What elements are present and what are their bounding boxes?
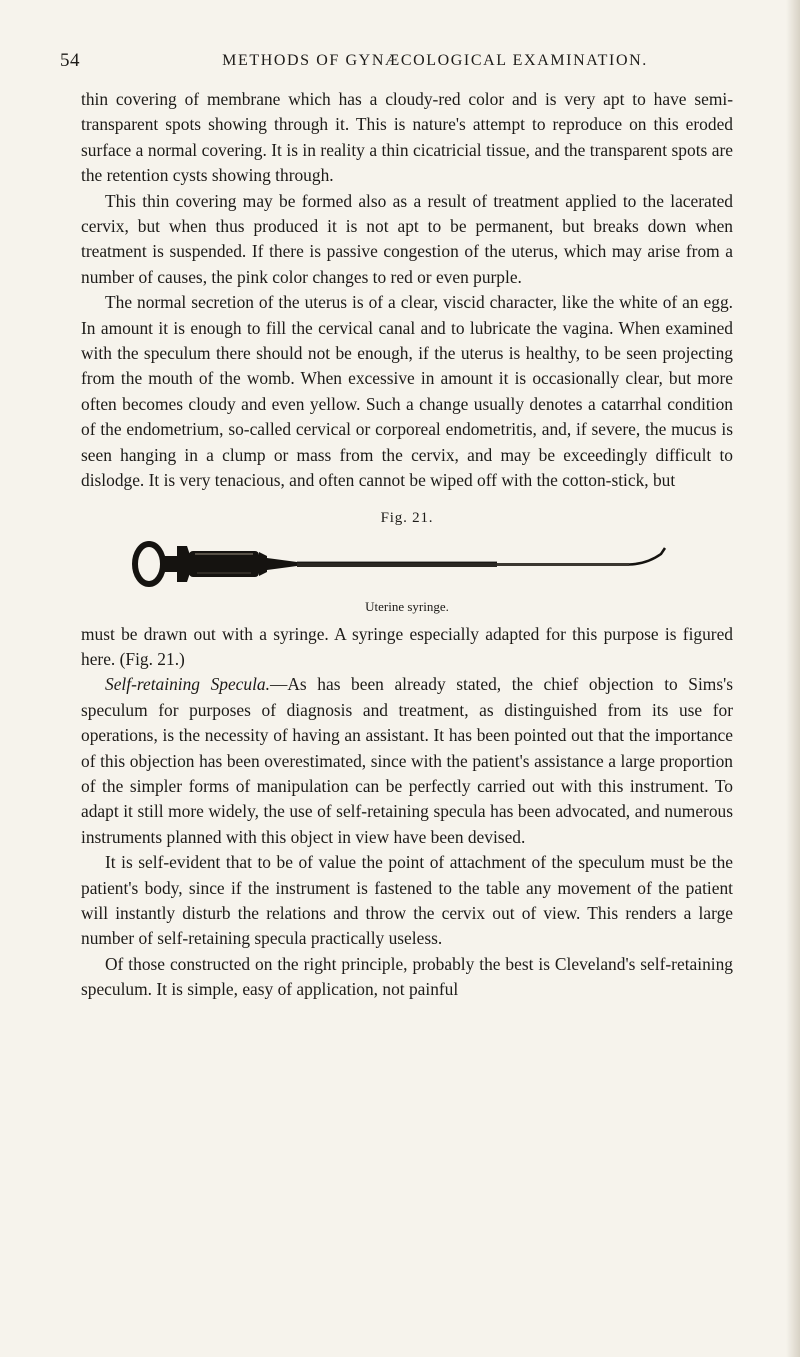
paragraph-4: must be drawn out with a syringe. A syringe especially adapted for this purpose is figured here. (Fig. 21.) [81, 623, 733, 669]
paragraph-5-text: —As has been already stated, the chief objection to Sims's speculum for purposes of diagnosis and treatment, as distinguished from its use for operations, is the necessity of having an assistant. It has been pointed out that the importance of this objection has been overestimated, since with the patient's assistance a large proportion of the simpler forms of manipulation can be perfectly carried out with this instrument. To adapt it still more widely, the use of self-retaining specula has been advocated, and numerous instruments planned with this object in view have been devised. [81, 674, 734, 847]
figure-21 [81, 506, 733, 612]
figure-label: Fig. 21. [380, 509, 434, 526]
paragraph-7: Of those constructed on the right principle, probably the best is Cleveland's self-retaining speculum. It is simple, easy of application, not painful [81, 953, 733, 1000]
page-header [60, 50, 760, 74]
body-text [81, 87, 733, 1003]
paragraph-2: This thin covering may be formed also as a result of treatment applied to the lacerated cervix, but when thus produced it is not apt to be permanent, but breaks down when treatment is suspended. If there is passive congestion of the uterus, which may arise from a number of causes, the pink color changes to red or even purple. [81, 190, 733, 287]
uterine-syringe-illustration [127, 534, 687, 590]
paragraph-6: It is self-evident that to be of value the point of attachment of the speculum must be the patient's body, since if the instrument is fastened to the table any movement of the patient will instantly disturb the relations and throw the cervix out of view. This renders a large number of self-retaining specula practically useless. [81, 852, 733, 949]
section-heading: Self-retaining Specula. [105, 674, 270, 695]
paragraph-5 [81, 672, 733, 850]
figure-caption: Uterine syringe. [365, 598, 449, 614]
paragraph-1: thin covering of membrane which has a cloudy-red color and is very apt to have semi-transparent spots showing through it. This is nature's attempt to reproduce on this eroded surface a normal covering. It is in reality a thin cicatricial tissue, and the transparent spots are the retention cysts showing through. [81, 89, 733, 186]
paragraph-3: The normal secretion of the uterus is of a clear, viscid character, like the white of an egg. In amount it is enough to fill the cervical canal and to lubricate the vagina. When examined with the speculum there should not be enough, if the uterus is healthy, to be seen projecting from the mouth of the womb. When excessive in amount it is occasionally clear, but more often becomes cloudy and even yellow. Such a change usually denotes a catarrhal condition of the endometrium, so-called cervical or corporeal endometritis, and, if severe, the mucus is seen hanging in a clump or mass from the cervix, and may be exceedingly difficult to dislodge. It is very tenacious, and often cannot be wiped off with the cotton-stick, but [81, 292, 733, 491]
page-edge-shadow [786, 0, 800, 1357]
page-number: 54 [60, 50, 80, 71]
running-title: METHODS OF GYNÆCOLOGICAL EXAMINATION. [222, 52, 648, 69]
